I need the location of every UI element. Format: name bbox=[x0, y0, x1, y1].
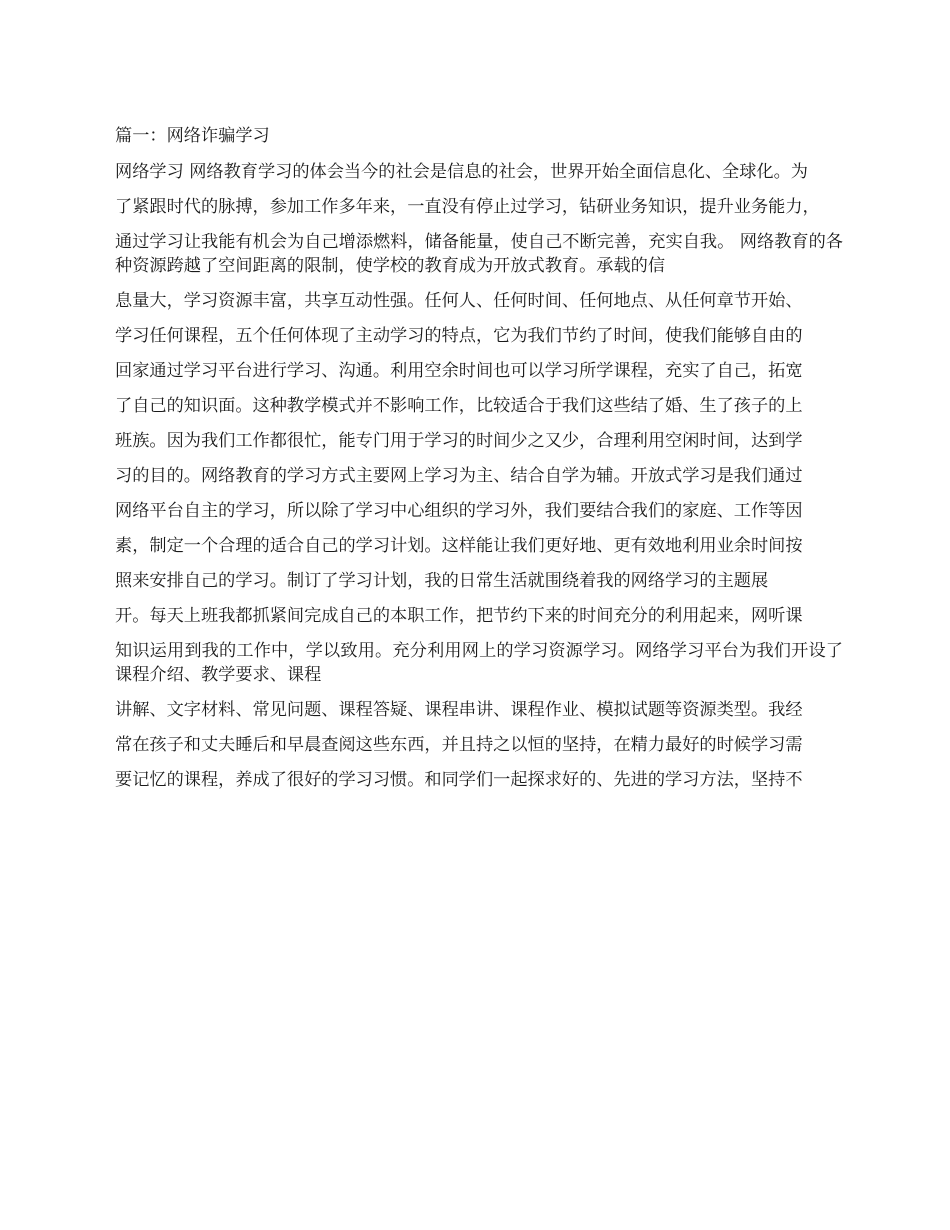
paragraph: 通过学习让我能有机会为自己增添燃料，储备能量，使自己不断完善，充实自我。 网络教育的各种资源跨越了空间距离的限制，使学校的教育成为开放式教育。承载的信 bbox=[115, 232, 843, 276]
paragraph: 回家通过学习平台进行学习、沟通。利用空余时间也可以学习所学课程，充实了自己，拓宽 bbox=[115, 361, 803, 381]
paragraph: 了紧跟时代的脉搏，参加工作多年来，一直没有停止过学习，钻研业务知识，提升业务能力， bbox=[115, 197, 820, 217]
paragraph: 习的目的。网络教育的学习方式主要网上学习为主、结合自学为辅。开放式学习是我们通过 bbox=[115, 466, 803, 486]
document-title: 篇一：网络诈骗学习 bbox=[115, 126, 270, 146]
paragraph: 讲解、文字材料、常见问题、课程答疑、课程串讲、课程作业、模拟试题等资源类型。我经 bbox=[115, 700, 803, 720]
paragraph: 息量大，学习资源丰富，共享互动性强。任何人、任何时间、任何地点、从任何章节开始、 bbox=[115, 291, 803, 311]
paragraph: 班族。因为我们工作都很忙，能专门用于学习的时间少之又少，合理利用空闲时间，达到学 bbox=[115, 431, 803, 451]
paragraph: 网络平台自主的学习，所以除了学习中心组织的学习外，我们要结合我们的家庭、工作等因 bbox=[115, 501, 803, 521]
paragraph: 了自己的知识面。这种教学模式并不影响工作，比较适合于我们这些结了婚、生了孩子的上 bbox=[115, 396, 803, 416]
paragraph: 要记忆的课程，养成了很好的学习习惯。和同学们一起探求好的、先进的学习方法，坚持不 bbox=[115, 770, 803, 790]
paragraph: 照来安排自己的学习。制订了学习计划，我的日常生活就围绕着我的网络学习的主题展 bbox=[115, 571, 769, 591]
paragraph: 学习任何课程，五个任何体现了主动学习的特点，它为我们节约了时间，使我们能够自由的 bbox=[115, 326, 803, 346]
paragraph: 开。每天上班我都抓紧间完成自己的本职工作，把节约下来的时间充分的利用起来，网听课 bbox=[115, 606, 803, 626]
paragraph: 常在孩子和丈夫睡后和早晨查阅这些东西，并且持之以恒的坚持，在精力最好的时候学习需 bbox=[115, 735, 803, 755]
document-body bbox=[115, 124, 843, 803]
paragraph: 网络学习 网络教育学习的体会当今的社会是信息的社会，世界开始全面信息化、全球化。为 bbox=[115, 162, 808, 182]
paragraph: 素，制定一个合理的适合自己的学习计划。这样能让我们更好地、更有效地利用业余时间按 bbox=[115, 536, 803, 556]
paragraph: 知识运用到我的工作中，学以致用。充分利用网上的学习资源学习。网络学习平台为我们开设了课程介绍、教学要求、课程 bbox=[115, 641, 843, 685]
